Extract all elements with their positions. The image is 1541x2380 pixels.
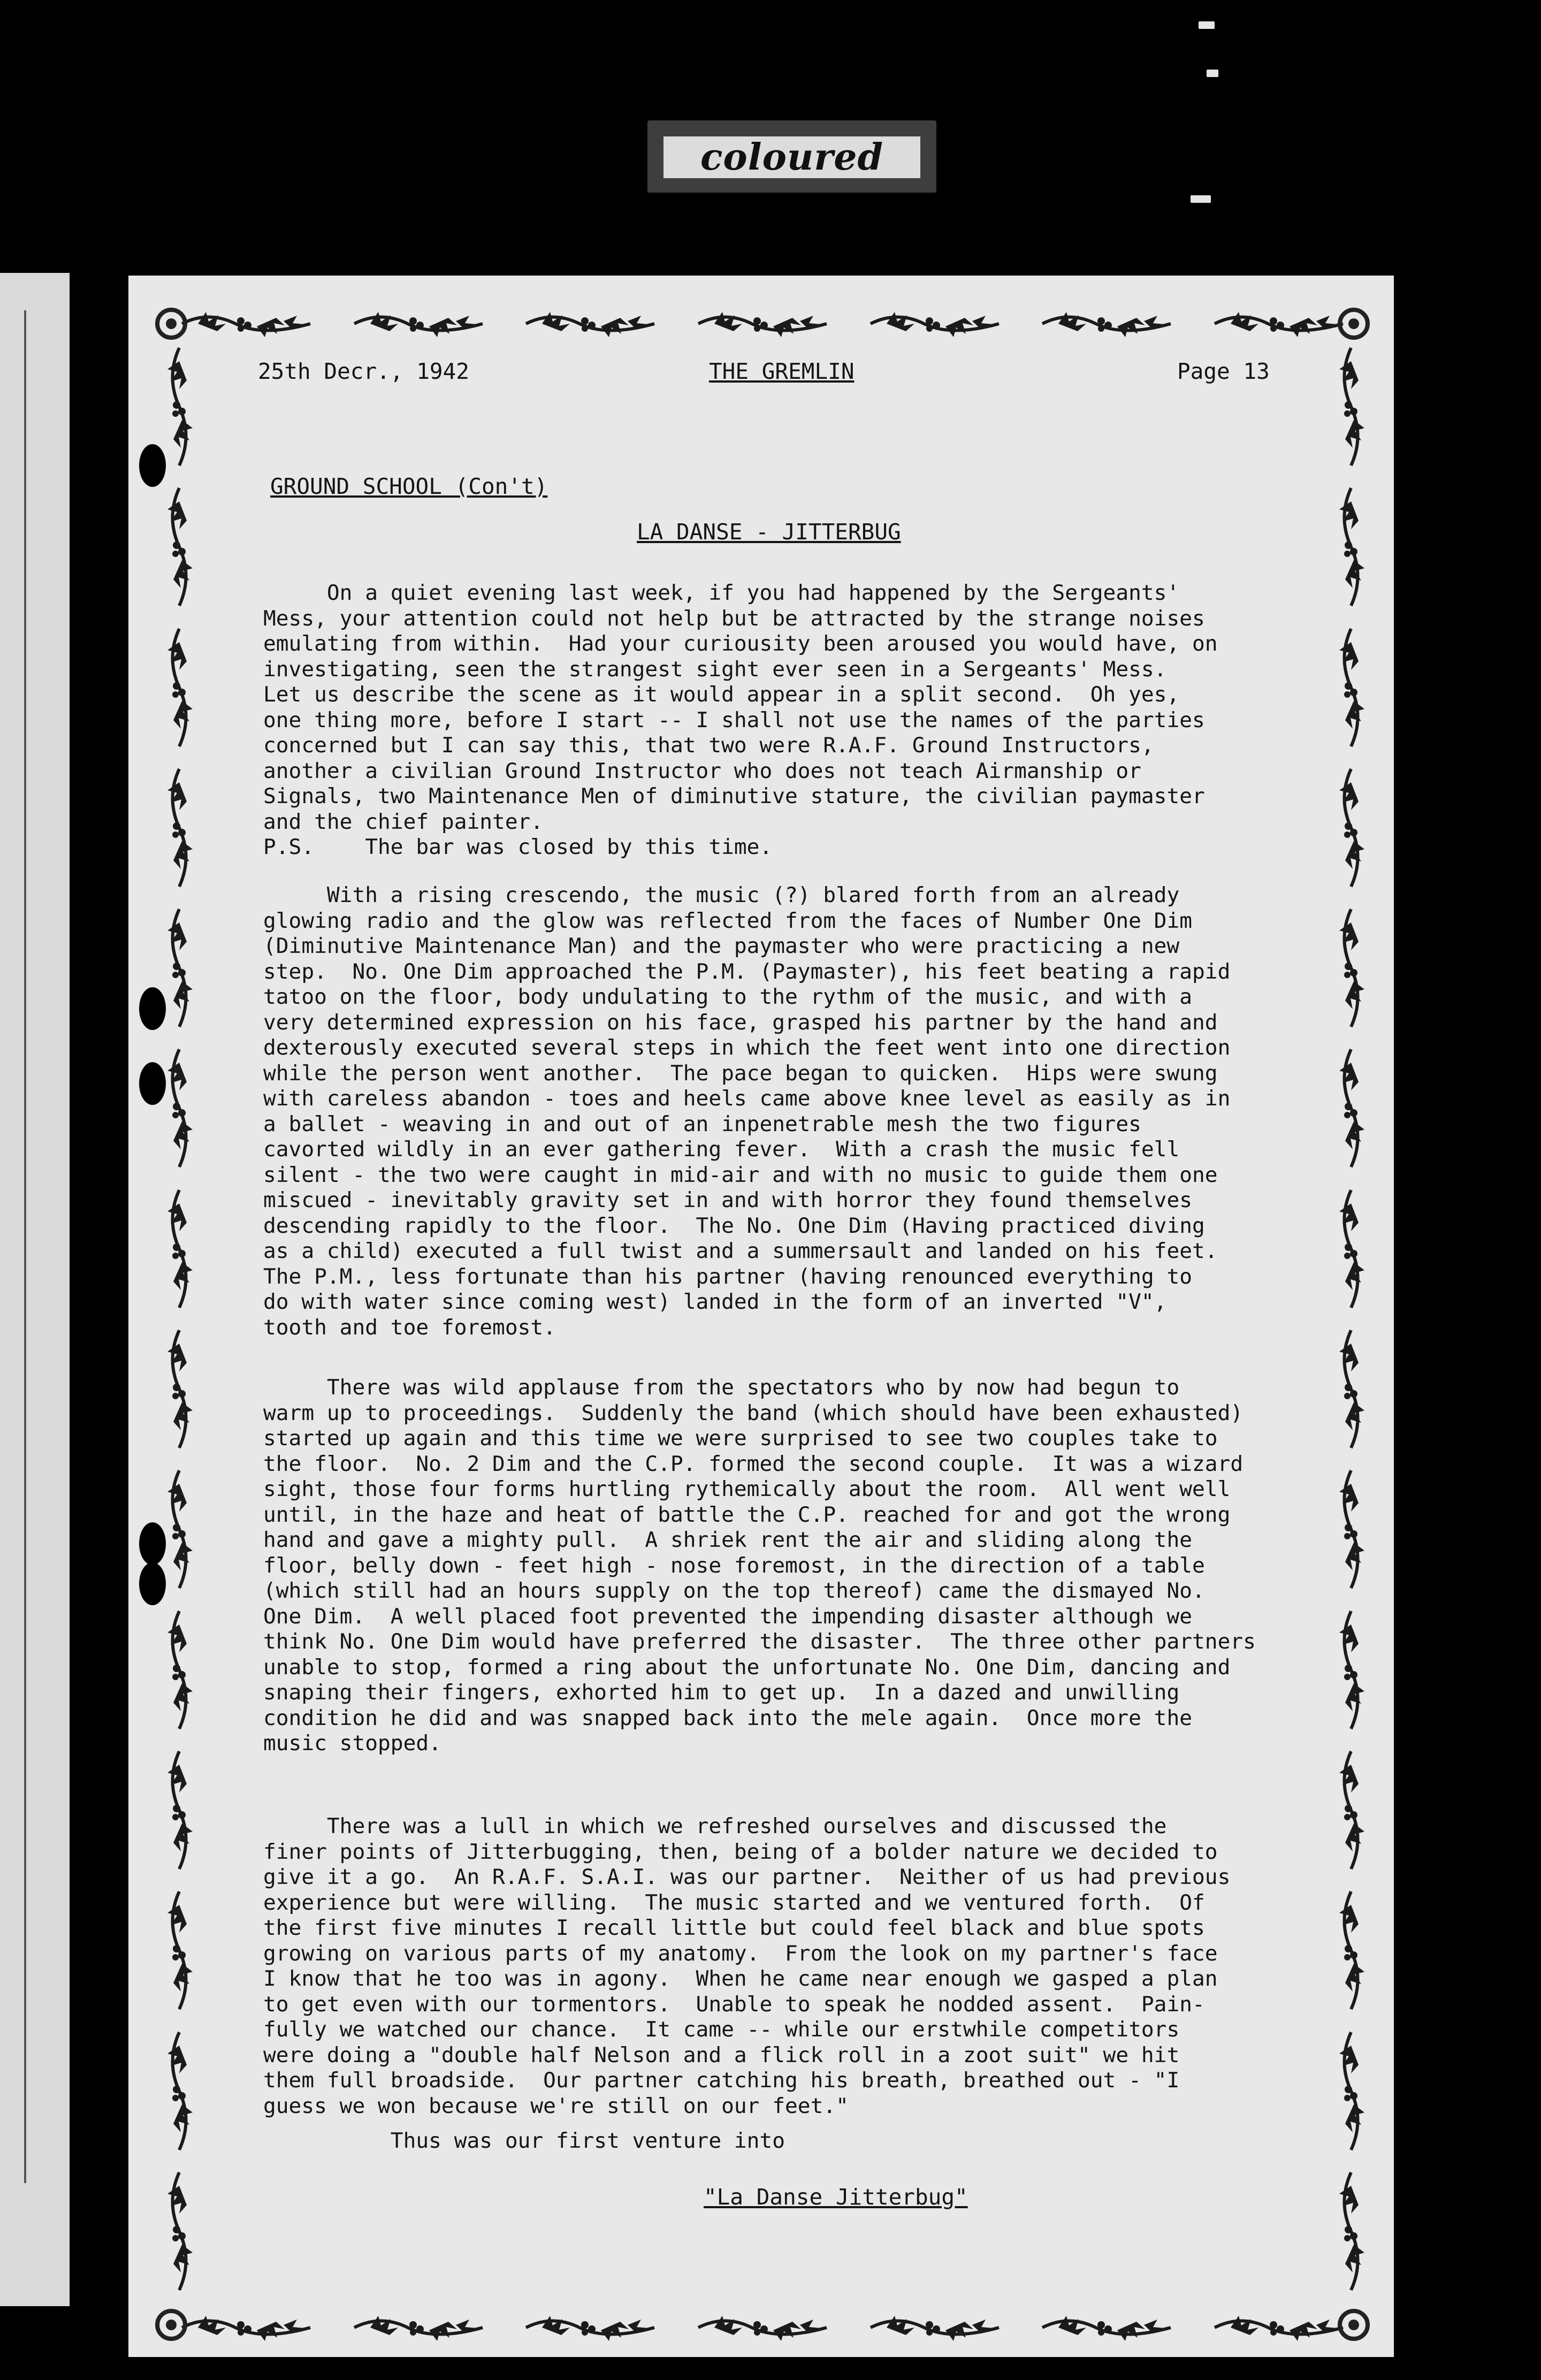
text-line: tooth and toe foremost. <box>263 1315 556 1340</box>
header-date: 25th Decr., 1942 <box>258 358 469 384</box>
archive-label-text: coloured <box>700 136 884 179</box>
text-line: think No. One Dim would have preferred the disaster. The three other partners <box>263 1629 1256 1654</box>
text-line: Mess, your attention could not help but be attracted by the strange noises <box>263 606 1205 631</box>
text-line: tatoo on the floor, body undulating to the rythm of the music, and with a <box>263 985 1193 1009</box>
text-line: Let us describe the scene as it would appear in a split second. Oh yes, <box>263 682 1180 707</box>
text-line: them full broadside. Our partner catching his breath, breathed out - "I <box>263 2068 1180 2093</box>
text-line: the first five minutes I recall little but could feel black and blue spots <box>263 1916 1205 1940</box>
text-line: and the chief painter. <box>263 809 544 834</box>
text-line: while the person went another. The pace began to quicken. Hips were swung <box>263 1061 1218 1086</box>
header-title: THE GREMLIN <box>709 358 855 384</box>
film-mark <box>1207 70 1218 77</box>
archive-label-tab <box>647 120 936 193</box>
text-line: unable to stop, formed a ring about the unfortunate No. One Dim, dancing and <box>263 1654 1231 1680</box>
article-title: LA DANSE - JITTERBUG <box>637 519 901 545</box>
text-line: warm up to proceedings. Suddenly the band (which should have been exhausted) <box>263 1400 1244 1425</box>
text-line: experience but were willing. The music started and we ventured forth. Of <box>263 1890 1205 1915</box>
text-line: give it a go. An R.A.F. S.A.I. was our partner. Neither of us had previous <box>263 1865 1231 1889</box>
text-line: Signals, two Maintenance Men of diminutive stature, the civilian paymaster <box>263 784 1205 808</box>
text-line: There was a lull in which we refreshed ourselves and discussed the <box>263 1814 1167 1839</box>
text-line: The P.M., less fortunate than his partner (having renounced everything to <box>263 1264 1193 1289</box>
text-line: cavorted wildly in an ever gathering fever. With a crash the music fell <box>263 1137 1180 1162</box>
text-line: I know that he too was in agony. When he came near enough we gasped a plan <box>263 1966 1218 1991</box>
text-line: as a child) executed a full twist and a summersault and landed on his feet. <box>263 1239 1218 1263</box>
text-line: snaping their fingers, exhorted him to get up. In a dazed and unwilling <box>263 1680 1180 1705</box>
text-line: With a rising crescendo, the music (?) blared forth from an already <box>263 883 1180 907</box>
text-line: P.S. The bar was closed by this time. <box>263 835 773 859</box>
text-line: descending rapidly to the floor. The No. One Dim (Having practiced diving <box>263 1213 1205 1238</box>
text-line: hand and gave a mighty pull. A shriek rent the air and sliding along the <box>263 1528 1193 1552</box>
typed-text-area <box>128 276 1394 2357</box>
adjacent-page-edge <box>0 273 70 2306</box>
closing-title: "La Danse Jitterbug" <box>704 2184 968 2210</box>
text-line: fully we watched our chance. It came -- while our erstwhile competitors <box>263 2017 1180 2042</box>
text-line: floor, belly down - feet high - nose foremost, in the direction of a table <box>263 1553 1205 1578</box>
text-line: There was wild applause from the spectators who by now had begun to <box>263 1375 1180 1400</box>
text-line: started up again and this time we were surprised to see two couples take to <box>263 1426 1218 1451</box>
text-line: On a quiet evening last week, if you had happened by the Sergeants' <box>263 581 1180 605</box>
text-line: step. No. One Dim approached the P.M. (Paymaster), his feet beating a rapid <box>263 959 1231 984</box>
text-line: with careless abandon - toes and heels came above knee level as easily as in <box>263 1086 1231 1111</box>
closing-line: Thus was our first venture into <box>263 2129 785 2153</box>
text-line: music stopped. <box>263 1731 441 1756</box>
text-line: (which still had an hours supply on the top thereof) came the dismayed No. <box>263 1578 1205 1603</box>
text-line: do with water since coming west) landed in the form of an inverted "V", <box>263 1290 1167 1314</box>
text-line: condition he did and was snapped back into the mele again. Once more the <box>263 1705 1193 1730</box>
text-line: concerned but I can say this, that two were R.A.F. Ground Instructors, <box>263 733 1154 758</box>
text-line: investigating, seen the strangest sight ever seen in a Sergeants' Mess. <box>263 657 1167 682</box>
text-line: another a civilian Ground Instructor who does not teach Airmanship or <box>263 758 1141 783</box>
document-page <box>128 276 1394 2357</box>
text-line: emulating from within. Had your curiousity been aroused you would have, on <box>263 631 1218 656</box>
header-page-number: Page 13 <box>1177 358 1270 384</box>
film-mark <box>1191 195 1211 203</box>
text-line: very determined expression on his face, grasped his partner by the hand and <box>263 1010 1218 1035</box>
text-line: glowing radio and the glow was reflected from the faces of Number One Dim <box>263 908 1193 933</box>
text-line: were doing a "double half Nelson and a flick roll in a zoot suit" we hit <box>263 2042 1180 2068</box>
archive-label-strip <box>663 136 920 178</box>
text-line: miscued - inevitably gravity set in and with horror they found themselves <box>263 1188 1193 1212</box>
text-line: finer points of Jitterbugging, then, being of a bolder nature we decided to <box>263 1839 1218 1864</box>
text-line: guess we won because we're still on our feet." <box>263 2093 849 2118</box>
text-line: One Dim. A well placed foot prevented the impending disaster although we <box>263 1604 1193 1629</box>
film-mark <box>1199 21 1215 29</box>
text-line: (Diminutive Maintenance Man) and the paymaster who were practicing a new <box>263 934 1180 958</box>
text-line: silent - the two were caught in mid-air and with no music to guide them one <box>263 1162 1218 1187</box>
text-line: growing on various parts of my anatomy. From the look on my partner's face <box>263 1941 1218 1966</box>
section-heading: GROUND SCHOOL (Con't) <box>270 474 548 499</box>
text-line: until, in the haze and heat of battle the C.P. reached for and got the wrong <box>263 1502 1231 1527</box>
text-line: to get even with our tormentors. Unable to speak he nodded assent. Pain- <box>263 1992 1205 2017</box>
text-line: sight, those four forms hurtling rythemically about the room. All went well <box>263 1477 1231 1501</box>
text-line: the floor. No. 2 Dim and the C.P. formed the second couple. It was a wizard <box>263 1451 1244 1476</box>
text-line: a ballet - weaving in and out of an inpenetrable mesh the two figures <box>263 1111 1141 1136</box>
text-line: dexterously executed several steps in which the feet went into one direction <box>263 1035 1231 1060</box>
text-line: one thing more, before I start -- I shall not use the names of the parties <box>263 707 1205 733</box>
